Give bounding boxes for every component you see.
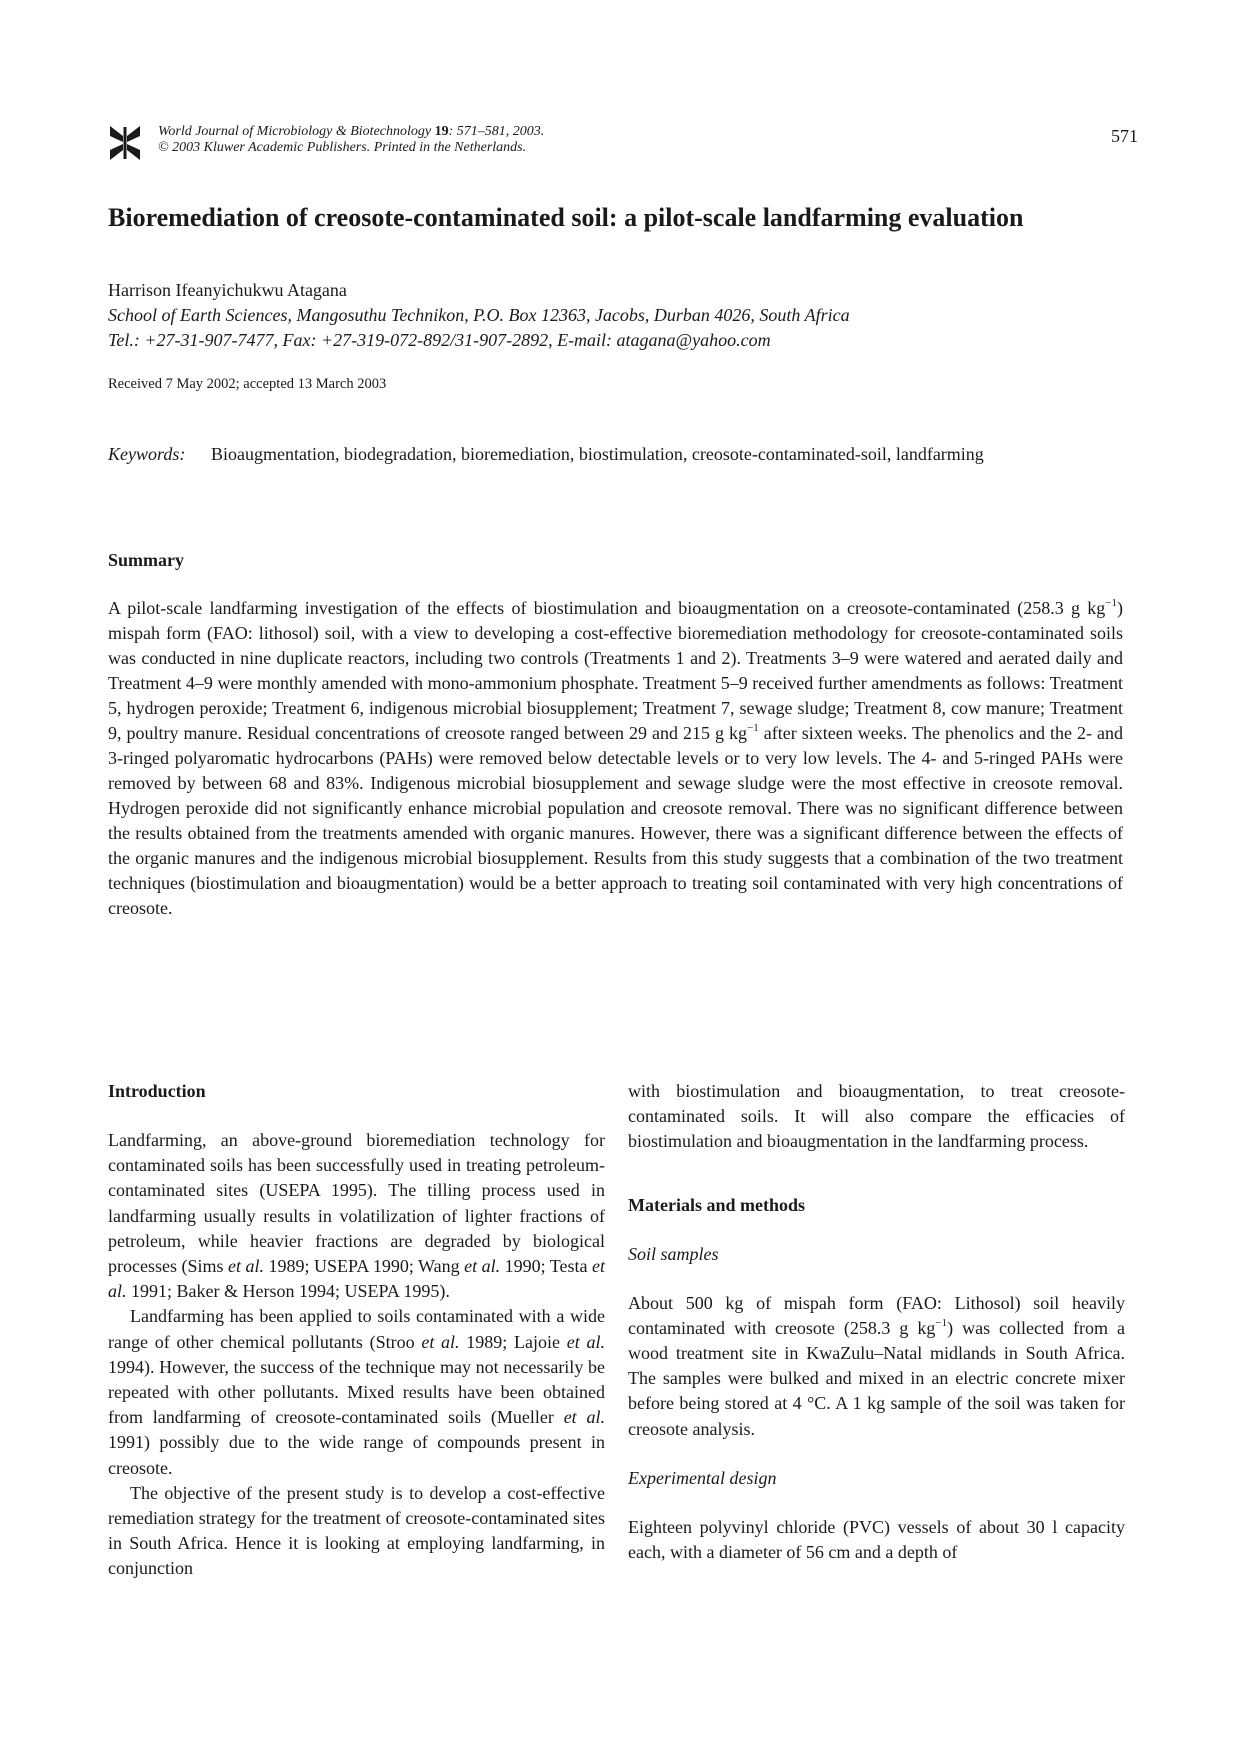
soil-samples-paragraph: About 500 kg of mispah form (FAO: Lithosol) soil heavily contaminated with creosote (258.3 g $kg^{-1}$) was collected from a wood treatment site in KwaZulu–Natal midlands in South Africa. The samples were bulked and mixed in an electric concrete mixer before being stored at 4 °C. A 1 kg sample of the soil was taken for creosote analysis. [628, 1292, 1125, 1439]
left-column [108, 1079, 605, 1582]
experimental-design-paragraph: Eighteen polyvinyl chloride (PVC) vessels of about 30 l capacity each, with a diameter of 56 cm and a depth of [628, 1516, 1125, 1563]
summary-text-1: A pilot-scale landfarming investigation of the effects of biostimulation and bioaugmentation on a creosote-contaminated (258.3 g kg [108, 598, 1106, 618]
author-affiliation: School of Earth Sciences, Mangosuthu Technikon, P.O. Box 12363, Jacobs, Durban 4026, South Africa [108, 305, 850, 325]
keywords-list: Bioaugmentation, biodegradation, bioremediation, biostimulation, creosote-contaminated-soil, landfarming [211, 444, 984, 464]
summary-abstract [108, 596, 1123, 921]
summary-sup-1: −1 [1105, 597, 1117, 609]
article-title: Bioremediation of creosote-contaminated soil: a pilot-scale landfarming evaluation [108, 203, 1024, 232]
author-contact: Tel.: +27-31-907-7477, Fax: +27-319-072-892/31-907-2892, E-mail: atagana@yahoo.com [108, 330, 771, 350]
journal-name: World Journal of Microbiology & Biotechnology [158, 124, 432, 139]
intro-paragraph-3-continued: with biostimulation and bioaugmentation, to treat creosote-contaminated soils. It will also compare the efficacies of biostimulation and bioaugmentation in the landfarming process. [628, 1081, 1125, 1152]
summary-paragraph [108, 596, 1123, 921]
summary-sup-2: −1 [747, 722, 759, 734]
intro-paragraph-1: Landfarming, an above-ground bioremediation technology for contaminated soils has been successfully used in treating petroleum-contaminated sites (USEPA 1995). The tilling process used in landfarming usually results in volatilization of lighter fractions of petroleum, while heavier fractions are degraded by biological processes (Sims et al. 1989; USEPA 1990; Wang et al. 1990; Testa et al. 1991; Baker & Herson 1994; USEPA 1995). [108, 1130, 605, 1302]
introduction-heading: Introduction [108, 1081, 206, 1101]
right-column [628, 1079, 1125, 1565]
journal-pages: : 571–581, 2003. [448, 124, 545, 139]
kluwer-logo-icon [108, 124, 142, 162]
received-dates: Received 7 May 2002; accepted 13 March 2003 [108, 376, 387, 392]
soil-samples-heading: Soil samples [628, 1243, 719, 1264]
methods-heading: Materials and methods [628, 1194, 805, 1215]
journal-volume: 19 [434, 124, 449, 139]
experimental-design-heading: Experimental design [628, 1467, 777, 1488]
intro-paragraph-2: Landfarming has been applied to soils contaminated with a wide range of other chemical pollutants (Stroo et al. 1989; Lajoie et al. 1994). However, the success of the technique may not necessarily be repeated with other pollutants. Mixed results have been obtained from landfarming of creosote-contaminated soils (Mueller et al. 1991) possibly due to the wide range of compounds present in creosote. [108, 1306, 605, 1478]
summary-text-3: after sixteen weeks. The phenolics and the 2- and 3-ringed polyaromatic hydrocarbons (PAHs) were removed below detectable levels or to very low levels. The 4- and 5-ringed PAHs were removed by between 68 and 83%. Indigenous microbial biosupplement and sewage sludge were the most effective in creosote removal. Hydrogen peroxide did not significantly enhance microbial population and creosote removal. There was no significant difference between the results obtained from the treatments amended with organic manures. However, there was a significant difference between the effects of the organic manures and the indigenous microbial biosupplement. Results from this study suggests that a combination of the two treatment techniques (biostimulation and bioaugmentation) would be a better approach to treating soil contaminated with very high concentrations of creosote. [108, 723, 1123, 918]
journal-citation [158, 124, 544, 156]
summary-heading: Summary [108, 550, 184, 570]
copyright-line: © 2003 Kluwer Academic Publishers. Printed in the Netherlands. [158, 140, 527, 155]
intro-paragraph-3: The objective of the present study is to develop a cost-effective remediation strategy for the treatment of creosote-contaminated sites in South Africa. Hence it is looking at employing landfarming, in conjunction [108, 1482, 605, 1579]
keywords-label: Keywords: [108, 444, 186, 464]
summary-text-2: ) mispah form (FAO: lithosol) soil, with a view to developing a cost-effective bioremediation methodology for creosote-contaminated soils was conducted in nine duplicate reactors, including two controls (Treatments 1 and 2). Treatments 3–9 were watered and aerated daily and Treatment 4–9 were monthly amended with mono-ammonium phosphate. Treatment 5–9 received further amendments as follows: Treatment 5, hydrogen peroxide; Treatment 6, indigenous microbial biosupplement; Treatment 7, sewage sludge; Treatment 8, cow manure; Treatment 9, poultry manure. Residual concentrations of creosote ranged between 29 and 215 g kg [108, 598, 1123, 743]
running-header [108, 124, 1138, 164]
author-name: Harrison Ifeanyichukwu Atagana [108, 280, 347, 300]
page-number: 571 [1111, 126, 1138, 146]
